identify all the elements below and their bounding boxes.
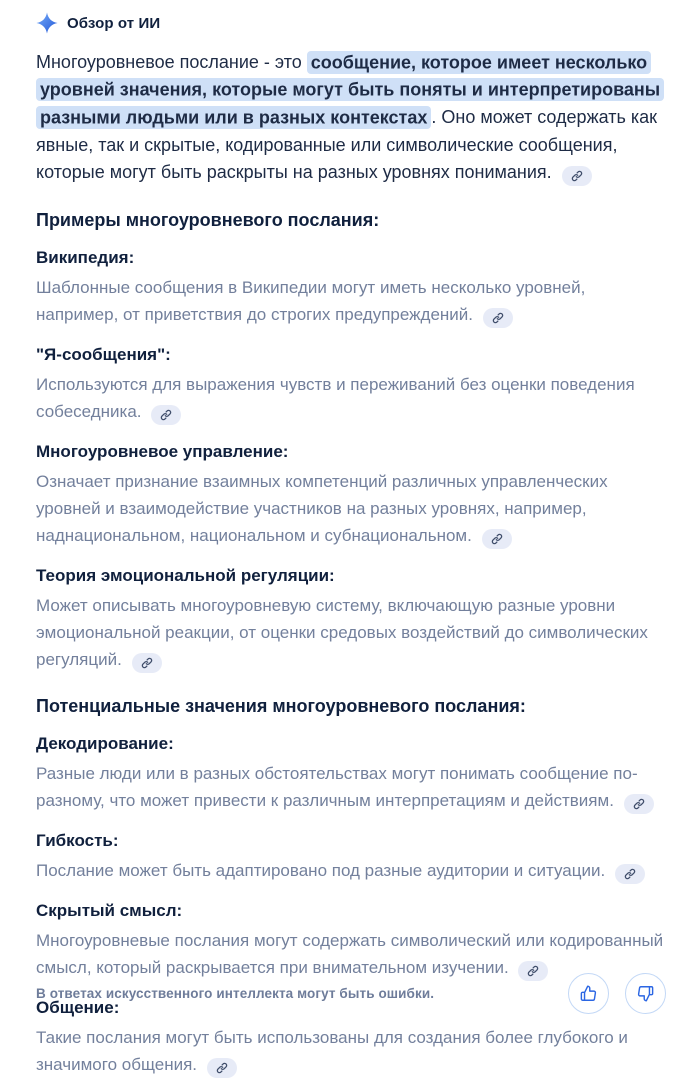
feedback-buttons bbox=[568, 973, 666, 1014]
link-icon bbox=[492, 312, 504, 324]
thumbs-up-button[interactable] bbox=[568, 973, 609, 1014]
thumbs-down-button[interactable] bbox=[625, 973, 666, 1014]
ai-overview-header bbox=[36, 12, 664, 34]
link-icon bbox=[491, 533, 503, 545]
source-link-chip[interactable] bbox=[615, 864, 645, 884]
list-item bbox=[36, 831, 664, 884]
source-link-chip[interactable] bbox=[483, 308, 513, 328]
item-title: Декодирование: bbox=[36, 733, 174, 753]
link-icon bbox=[624, 868, 636, 880]
intro-paragraph bbox=[36, 49, 664, 187]
item-title: Гибкость: bbox=[36, 830, 119, 850]
thumbs-up-icon bbox=[579, 984, 598, 1003]
ai-disclaimer: В ответах искусственного интеллекта могут быть ошибки. bbox=[36, 986, 435, 1001]
item-text: Шаблонные сообщения в Википедии могут иметь несколько уровней, например, от приветствия до строгих предупреждений. bbox=[36, 274, 664, 328]
intro-post: . Оно может содержать как явные, так и скрытые, кодированные или символические сообщения, которые могут быть раскрыты на разных уровнях понимания. bbox=[36, 107, 658, 182]
intro-highlight: сообщение, которое имеет несколько уровней значения, которые могут быть поняты и интерпретированы разными людьми или в разных контекстах bbox=[36, 51, 664, 129]
item-text: Может описывать многоуровневую систему, включающую разные уровни эмоциональной реакции, от оценки средовых воздействий до символических регуляций. bbox=[36, 592, 664, 673]
item-text: Такие послания могут быть использованы для создания более глубокого и значимого общения. bbox=[36, 1024, 664, 1078]
sparkle-icon bbox=[36, 12, 58, 34]
source-link-chip[interactable] bbox=[482, 529, 512, 549]
link-icon bbox=[216, 1062, 228, 1074]
source-link-chip[interactable] bbox=[207, 1058, 237, 1078]
item-text: Используются для выражения чувств и переживаний без оценки поведения собеседника. bbox=[36, 371, 664, 425]
list-item bbox=[36, 345, 664, 425]
item-text: Послание может быть адаптировано под разные аудитории и ситуации. bbox=[36, 857, 664, 884]
item-title: Многоуровневое управление: bbox=[36, 441, 289, 461]
item-text: Многоуровневые послания могут содержать символический или кодированный смысл, который раскрывается при внимательном изучении. bbox=[36, 927, 664, 981]
link-icon bbox=[571, 170, 583, 182]
item-title: Общение: bbox=[36, 997, 120, 1017]
link-icon bbox=[160, 409, 172, 421]
item-title: Теория эмоциональной регуляции: bbox=[36, 565, 335, 585]
source-link-chip[interactable] bbox=[151, 405, 181, 425]
link-icon bbox=[141, 657, 153, 669]
source-link-chip[interactable] bbox=[624, 794, 654, 814]
list-item bbox=[36, 734, 664, 814]
section-title-examples: Примеры многоуровневого послания: bbox=[36, 209, 380, 230]
list-item bbox=[36, 566, 664, 673]
intro-pre: Многоуровневое послание - это bbox=[36, 52, 307, 72]
source-link-chip[interactable] bbox=[562, 166, 592, 186]
list-item bbox=[36, 442, 664, 549]
item-title: "Я-сообщения": bbox=[36, 344, 171, 364]
item-title: Википедия: bbox=[36, 247, 135, 267]
item-text: Означает признание взаимных компетенций различных управленческих уровней и взаимодействие участников на разных уровнях, например, наднациональном, национальном и субнациональном. bbox=[36, 468, 664, 549]
thumbs-down-icon bbox=[636, 984, 655, 1003]
section-title-meanings: Потенциальные значения многоуровневого послания: bbox=[36, 695, 526, 716]
list-item bbox=[36, 248, 664, 328]
link-icon bbox=[633, 798, 645, 810]
panel-title: Обзор от ИИ bbox=[67, 14, 161, 32]
footer bbox=[36, 973, 666, 1014]
item-title: Скрытый смысл: bbox=[36, 900, 183, 920]
list-item bbox=[36, 901, 664, 981]
source-link-chip[interactable] bbox=[132, 653, 162, 673]
item-text: Разные люди или в разных обстоятельствах могут понимать сообщение по-разному, что может привести к различным интерпретациям и действиям. bbox=[36, 760, 664, 814]
